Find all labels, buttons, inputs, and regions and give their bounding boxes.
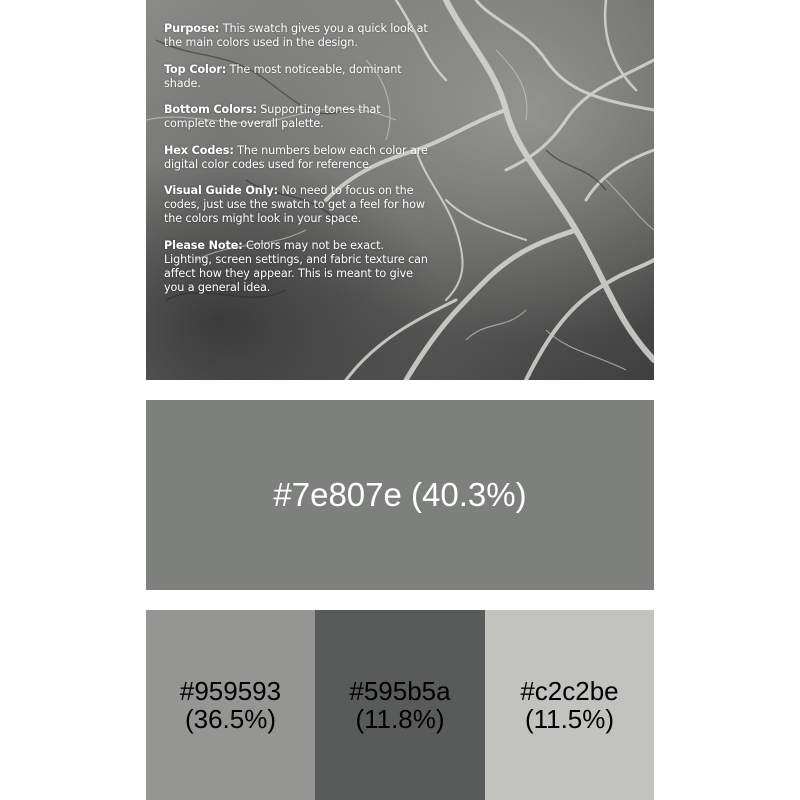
note-label: Please Note:	[164, 238, 243, 252]
note-hex-codes	[164, 144, 434, 172]
note-label: Bottom Colors:	[164, 103, 257, 116]
note-top-color	[164, 63, 434, 91]
note-please-note	[164, 239, 434, 295]
primary-color-swatch	[146, 400, 654, 590]
swatch-percent: (11.5%)	[524, 704, 615, 734]
primary-percent: (40.3%)	[411, 476, 527, 513]
note-text: The numbers below each color are digital color codes used for reference.	[164, 143, 428, 171]
secondary-swatch-3	[485, 610, 654, 800]
secondary-swatches	[146, 610, 654, 800]
marble-texture-preview	[146, 0, 654, 380]
note-label: Visual Guide Only:	[164, 184, 278, 197]
note-label: Top Color:	[164, 62, 227, 76]
primary-hex: #7e807e	[273, 476, 402, 513]
note-label: Purpose:	[164, 22, 220, 35]
swatch-hex: #c2c2be	[520, 676, 619, 706]
note-text: The most noticeable, dominant shade.	[164, 62, 402, 90]
secondary-swatch-2	[315, 610, 485, 800]
note-visual-guide	[164, 184, 434, 226]
swatch-hex: #595b5a	[349, 676, 451, 706]
note-purpose	[164, 22, 434, 50]
note-text: Supporting tones that complete the overall palette.	[164, 103, 381, 130]
note-text: Colors may not be exact. Lighting, screen settings, and fabric texture can affect how they appear. This is meant to give you a general idea.	[164, 238, 428, 294]
note-bottom-colors	[164, 103, 434, 131]
note-text: No need to focus on the codes, just use the swatch to get a feel for how the colors might look in your space.	[164, 184, 425, 225]
swatch-hex: #959593	[179, 676, 282, 706]
primary-color-label	[273, 476, 526, 514]
swatch-percent: (36.5%)	[184, 704, 277, 734]
note-label: Hex Codes:	[164, 143, 234, 157]
swatch-percent: (11.8%)	[355, 704, 445, 734]
secondary-swatch-1	[146, 610, 315, 800]
note-text: This swatch gives you a quick look at the main colors used in the design.	[164, 22, 428, 49]
swatch-notes	[164, 22, 434, 307]
